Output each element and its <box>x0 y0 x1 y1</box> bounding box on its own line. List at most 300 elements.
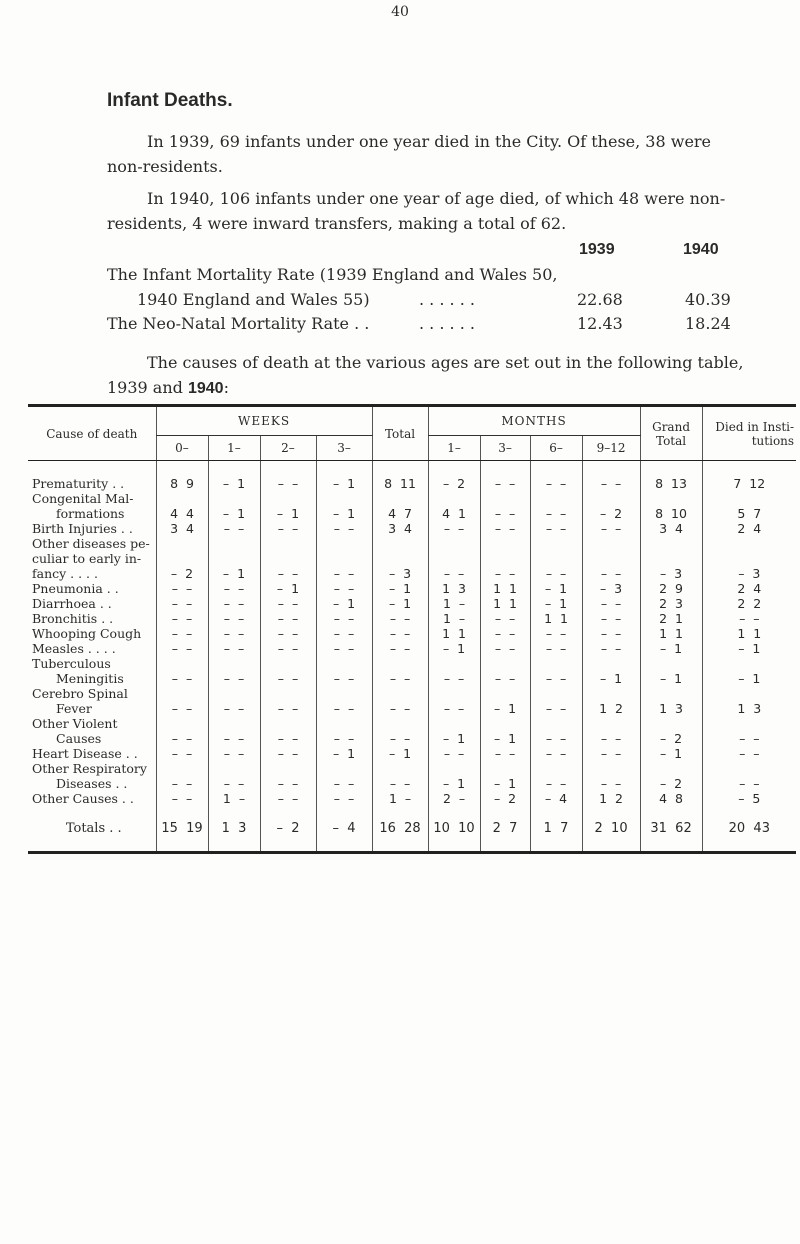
months-col-0: 1– <box>428 436 480 461</box>
table-row <box>28 506 796 521</box>
count-cell: – – <box>702 746 796 761</box>
count-cell: – – <box>530 566 582 581</box>
count-cell <box>316 716 372 731</box>
count-cell: – – <box>530 746 582 761</box>
count-cell: 1 – <box>372 791 428 806</box>
totals-cell: 31 62 <box>640 821 702 836</box>
count-cell: – 1 <box>428 731 480 746</box>
count-cell: – – <box>260 671 316 686</box>
count-cell: 2 – <box>428 791 480 806</box>
table-row <box>28 761 796 776</box>
count-cell <box>208 551 260 566</box>
count-cell <box>428 686 480 701</box>
count-cell: – 2 <box>640 731 702 746</box>
count-cell: – 1 <box>372 596 428 611</box>
spacer-row <box>28 806 796 821</box>
count-cell: 2 3 <box>640 596 702 611</box>
count-cell <box>208 536 260 551</box>
table-row <box>28 491 796 506</box>
count-cell: – 1 <box>208 506 260 521</box>
count-cell: – 1 <box>640 746 702 761</box>
paragraph-1940: In 1940, 106 infants under one year of age died, of which 48 were non-residents, 4 were inward transfers, making a total of 62. <box>107 189 726 233</box>
count-cell: – – <box>428 701 480 716</box>
count-cell: – – <box>260 626 316 641</box>
count-cell <box>316 656 372 671</box>
cause-label: Congenital Mal- <box>32 491 134 506</box>
count-cell: – – <box>316 791 372 806</box>
count-cell: – – <box>428 521 480 536</box>
count-cell: – – <box>582 611 640 626</box>
count-cell: – – <box>372 641 428 656</box>
count-cell <box>702 551 796 566</box>
count-cell: – 2 <box>428 476 480 491</box>
count-cell: – – <box>156 731 208 746</box>
nnm-label: The Neo-Natal Mortality Rate . . <box>107 314 370 333</box>
paragraph-1939: In 1939, 69 infants under one year died in the City. Of these, 38 were non-residents. <box>107 132 712 176</box>
nnm-leader-dots: . . . . . . <box>419 314 475 333</box>
count-cell <box>428 656 480 671</box>
year-header-1939: 1939 <box>579 241 615 258</box>
table-bottom-rule <box>28 836 796 853</box>
count-cell: 2 2 <box>702 596 796 611</box>
count-cell: – 1 <box>260 581 316 596</box>
count-cell: – – <box>208 581 260 596</box>
count-cell <box>208 761 260 776</box>
count-cell: – – <box>582 731 640 746</box>
count-cell: – – <box>480 476 530 491</box>
count-cell: – – <box>208 731 260 746</box>
count-cell: 1 – <box>428 596 480 611</box>
count-cell: – – <box>480 566 530 581</box>
count-cell: 4 8 <box>640 791 702 806</box>
count-cell: – – <box>530 641 582 656</box>
count-cell: – – <box>530 506 582 521</box>
count-cell: 1 3 <box>428 581 480 596</box>
table-row <box>28 641 796 656</box>
months-col-2: 6– <box>530 436 582 461</box>
cause-label: Causes <box>56 731 102 746</box>
count-cell <box>530 491 582 506</box>
count-cell: – – <box>260 596 316 611</box>
count-cell <box>260 491 316 506</box>
count-cell: – – <box>530 776 582 791</box>
cause-label: Pneumonia . . <box>32 581 119 596</box>
totals-cell: 15 19 <box>156 821 208 836</box>
count-cell: – – <box>702 776 796 791</box>
count-cell: – 1 <box>372 581 428 596</box>
count-cell: – 3 <box>582 581 640 596</box>
totals-cell: – 2 <box>260 821 316 836</box>
count-cell: – – <box>260 746 316 761</box>
count-cell <box>480 656 530 671</box>
count-cell: – 2 <box>582 506 640 521</box>
count-cell: 2 9 <box>640 581 702 596</box>
count-cell: – 1 <box>208 566 260 581</box>
cause-label: fancy . . . . <box>32 566 98 581</box>
count-cell <box>702 761 796 776</box>
count-cell: – – <box>208 611 260 626</box>
count-cell: – 1 <box>530 596 582 611</box>
count-cell: – 1 <box>480 701 530 716</box>
count-cell <box>640 536 702 551</box>
count-cell: 1 – <box>208 791 260 806</box>
count-cell: – – <box>208 641 260 656</box>
count-cell: – 1 <box>582 671 640 686</box>
count-cell: – – <box>480 746 530 761</box>
count-cell: – – <box>156 611 208 626</box>
count-cell: 1 1 <box>428 626 480 641</box>
count-cell: – – <box>480 611 530 626</box>
count-cell: – – <box>316 731 372 746</box>
cause-label: Other Violent <box>32 716 118 731</box>
count-cell: – 3 <box>640 566 702 581</box>
cause-label: Birth Injuries . . <box>32 521 133 536</box>
table-row <box>28 731 796 746</box>
count-cell: – – <box>208 626 260 641</box>
count-cell <box>582 536 640 551</box>
table-intro <box>107 350 747 401</box>
count-cell: – 1 <box>640 671 702 686</box>
count-cell <box>156 656 208 671</box>
count-cell: 8 13 <box>640 476 702 491</box>
count-cell: – – <box>480 506 530 521</box>
table-intro-end: : <box>223 378 229 397</box>
months-col-1: 3– <box>480 436 530 461</box>
cause-label: Prematurity . . <box>32 476 125 491</box>
count-cell <box>156 716 208 731</box>
count-cell: 1 – <box>428 611 480 626</box>
count-cell <box>582 656 640 671</box>
count-cell: 2 4 <box>702 581 796 596</box>
count-cell: – – <box>260 611 316 626</box>
table-row <box>28 611 796 626</box>
table-row <box>28 581 796 596</box>
count-cell <box>156 761 208 776</box>
imr-value-1940: 40.39 <box>685 290 731 309</box>
count-cell <box>428 761 480 776</box>
count-cell: – 1 <box>372 746 428 761</box>
count-cell: – – <box>316 626 372 641</box>
count-cell: – 1 <box>530 581 582 596</box>
table-row <box>28 536 796 551</box>
totals-cell: 20 43 <box>702 821 796 836</box>
totals-cell: 1 3 <box>208 821 260 836</box>
count-cell <box>480 536 530 551</box>
count-cell: – – <box>260 521 316 536</box>
count-cell: – – <box>582 626 640 641</box>
count-cell: – – <box>582 476 640 491</box>
weeks-col-2: 2– <box>260 436 316 461</box>
count-cell: – – <box>530 521 582 536</box>
count-cell <box>582 551 640 566</box>
cause-label: Diseases . . <box>56 776 128 791</box>
totals-cell: – 4 <box>316 821 372 836</box>
count-cell <box>640 491 702 506</box>
count-cell: – – <box>582 521 640 536</box>
count-cell: – – <box>316 521 372 536</box>
count-cell <box>316 551 372 566</box>
count-cell <box>372 716 428 731</box>
count-cell: – – <box>582 641 640 656</box>
count-cell: 1 2 <box>582 701 640 716</box>
count-cell <box>260 686 316 701</box>
count-cell <box>640 551 702 566</box>
count-cell: – – <box>428 671 480 686</box>
count-cell <box>640 686 702 701</box>
table-row <box>28 716 796 731</box>
count-cell: – 2 <box>480 791 530 806</box>
count-cell <box>702 716 796 731</box>
causes-of-death-table <box>28 404 796 854</box>
totals-cell: 1 7 <box>530 821 582 836</box>
count-cell: 5 7 <box>702 506 796 521</box>
count-cell <box>582 761 640 776</box>
count-cell: – – <box>156 641 208 656</box>
table-row <box>28 791 796 806</box>
count-cell <box>428 716 480 731</box>
count-cell <box>702 686 796 701</box>
count-cell: 8 10 <box>640 506 702 521</box>
count-cell: 2 1 <box>640 611 702 626</box>
total-header: Total <box>372 406 428 461</box>
count-cell: – 1 <box>316 506 372 521</box>
table-row <box>28 776 796 791</box>
totals-cell: 16 28 <box>372 821 428 836</box>
count-cell: – – <box>316 611 372 626</box>
table-row <box>28 476 796 491</box>
totals-cell: 2 10 <box>582 821 640 836</box>
count-cell <box>208 686 260 701</box>
cause-label: culiar to early in- <box>32 551 142 566</box>
count-cell: – – <box>260 731 316 746</box>
count-cell: 1 1 <box>480 581 530 596</box>
months-col-3: 9–12 <box>582 436 640 461</box>
count-cell: – – <box>480 671 530 686</box>
count-cell <box>372 551 428 566</box>
count-cell: – 1 <box>316 596 372 611</box>
count-cell: – – <box>156 776 208 791</box>
count-cell: – – <box>156 671 208 686</box>
count-cell <box>156 491 208 506</box>
count-cell <box>372 761 428 776</box>
count-cell: – – <box>702 611 796 626</box>
count-cell: 1 1 <box>702 626 796 641</box>
count-cell: – 4 <box>530 791 582 806</box>
count-cell <box>530 656 582 671</box>
count-cell: – – <box>208 746 260 761</box>
cause-label: Heart Disease . . <box>32 746 138 761</box>
totals-label: Totals . . <box>65 821 122 836</box>
months-header: MONTHS <box>428 406 640 436</box>
count-cell: – – <box>260 776 316 791</box>
count-cell: – – <box>316 566 372 581</box>
imr-leader-dots: . . . . . . <box>419 290 475 309</box>
count-cell: – 1 <box>640 641 702 656</box>
count-cell: – 1 <box>428 776 480 791</box>
count-cell: – – <box>372 611 428 626</box>
count-cell: – – <box>428 566 480 581</box>
count-cell <box>260 716 316 731</box>
count-cell <box>372 686 428 701</box>
count-cell: – – <box>372 776 428 791</box>
count-cell: – – <box>156 581 208 596</box>
count-cell: – 1 <box>208 476 260 491</box>
count-cell <box>480 761 530 776</box>
count-cell: – – <box>530 671 582 686</box>
count-cell <box>640 656 702 671</box>
count-cell: 7 12 <box>702 476 796 491</box>
count-cell: – – <box>372 671 428 686</box>
count-cell: – – <box>582 776 640 791</box>
count-cell: 4 7 <box>372 506 428 521</box>
cause-label: formations <box>56 506 125 521</box>
count-cell: – – <box>372 731 428 746</box>
count-cell: – – <box>316 671 372 686</box>
count-cell: – 1 <box>428 641 480 656</box>
count-cell <box>530 536 582 551</box>
count-cell: 1 2 <box>582 791 640 806</box>
totals-cell: 10 10 <box>428 821 480 836</box>
count-cell <box>582 491 640 506</box>
count-cell: – – <box>208 776 260 791</box>
count-cell <box>428 551 480 566</box>
table-row <box>28 686 796 701</box>
died-in-institutions-header: Died in Insti- tutions <box>702 406 796 461</box>
count-cell: – – <box>156 791 208 806</box>
weeks-col-0: 0– <box>156 436 208 461</box>
count-cell <box>208 716 260 731</box>
count-cell <box>260 536 316 551</box>
count-cell: – 1 <box>480 731 530 746</box>
count-cell: – – <box>530 626 582 641</box>
grand-total-header: Grand Total <box>640 406 702 461</box>
count-cell: 8 11 <box>372 476 428 491</box>
cause-label: Other Causes . . <box>32 791 134 806</box>
count-cell <box>208 491 260 506</box>
table-intro-text: The causes of death at the various ages are set out in the following table, 1939 and <box>107 353 744 397</box>
count-cell <box>480 686 530 701</box>
count-cell <box>480 491 530 506</box>
count-cell: – – <box>480 641 530 656</box>
count-cell: 1 3 <box>640 701 702 716</box>
count-cell <box>316 491 372 506</box>
count-cell: – – <box>316 641 372 656</box>
count-cell <box>316 536 372 551</box>
count-cell: – – <box>582 596 640 611</box>
count-cell <box>316 761 372 776</box>
count-cell: 8 9 <box>156 476 208 491</box>
count-cell <box>156 686 208 701</box>
count-cell: – – <box>480 521 530 536</box>
count-cell: – – <box>372 701 428 716</box>
count-cell: – 1 <box>260 506 316 521</box>
table-row <box>28 596 796 611</box>
table-body <box>28 461 796 853</box>
count-cell: – – <box>156 701 208 716</box>
count-cell <box>260 656 316 671</box>
count-cell: 4 1 <box>428 506 480 521</box>
count-cell <box>372 536 428 551</box>
count-cell: – – <box>156 626 208 641</box>
count-cell: – – <box>208 701 260 716</box>
count-cell <box>428 491 480 506</box>
count-cell: – – <box>530 731 582 746</box>
count-cell: – – <box>156 746 208 761</box>
count-cell: 2 4 <box>702 521 796 536</box>
count-cell: – – <box>316 701 372 716</box>
count-cell <box>156 536 208 551</box>
count-cell <box>640 761 702 776</box>
weeks-header: WEEKS <box>156 406 372 436</box>
imr-label-line1: The Infant Mortality Rate (1939 England and Wales 50, <box>107 265 558 284</box>
table-row <box>28 626 796 641</box>
totals-cell: 2 7 <box>480 821 530 836</box>
count-cell: – 5 <box>702 791 796 806</box>
imr-value-1939: 22.68 <box>577 290 623 309</box>
count-cell <box>582 716 640 731</box>
count-cell: – 2 <box>156 566 208 581</box>
count-cell: 3 4 <box>156 521 208 536</box>
section-heading: Infant Deaths. <box>107 90 233 111</box>
imr-label-line2: 1940 England and Wales 55) <box>137 290 370 309</box>
count-cell: – – <box>260 476 316 491</box>
count-cell <box>530 551 582 566</box>
count-cell <box>702 536 796 551</box>
count-cell: – – <box>582 566 640 581</box>
count-cell <box>208 656 260 671</box>
count-cell <box>640 716 702 731</box>
count-cell: – – <box>530 476 582 491</box>
year-header-1940: 1940 <box>683 241 719 258</box>
cause-label: Tuberculous <box>32 656 111 671</box>
page-number: 40 <box>391 4 409 20</box>
count-cell: – – <box>156 596 208 611</box>
cause-label: Meningitis <box>56 671 124 686</box>
table-row <box>28 551 796 566</box>
count-cell: – – <box>582 746 640 761</box>
count-cell: – 1 <box>702 641 796 656</box>
table-intro-year: 1940 <box>187 380 224 397</box>
count-cell: 1 3 <box>702 701 796 716</box>
count-cell <box>260 761 316 776</box>
cause-label: Diarrhoea . . <box>32 596 112 611</box>
count-cell: – – <box>260 701 316 716</box>
count-cell <box>530 761 582 776</box>
cause-label: Cerebro Spinal <box>32 686 128 701</box>
table-row <box>28 656 796 671</box>
count-cell: – 3 <box>702 566 796 581</box>
count-cell <box>530 686 582 701</box>
cause-header: Cause of death <box>28 406 156 461</box>
count-cell: – 3 <box>372 566 428 581</box>
cause-label: Measles . . . . <box>32 641 116 656</box>
weeks-col-1: 1– <box>208 436 260 461</box>
count-cell <box>260 551 316 566</box>
count-cell: – – <box>702 731 796 746</box>
nnm-value-1939: 12.43 <box>577 314 623 333</box>
count-cell <box>156 551 208 566</box>
count-cell: 4 4 <box>156 506 208 521</box>
table-row <box>28 566 796 581</box>
count-cell: – – <box>316 776 372 791</box>
table-row <box>28 746 796 761</box>
totals-row <box>28 821 796 836</box>
count-cell: 3 4 <box>372 521 428 536</box>
count-cell: – – <box>316 581 372 596</box>
count-cell <box>372 491 428 506</box>
count-cell: – 1 <box>480 776 530 791</box>
count-cell <box>428 536 480 551</box>
